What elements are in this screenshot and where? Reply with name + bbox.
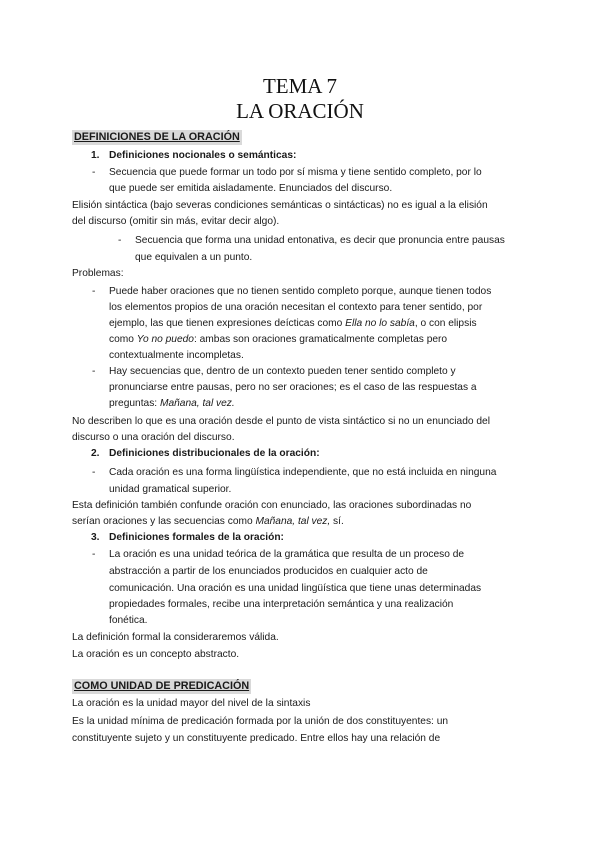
subheading-nocionales: Definiciones nocionales o semánticas: bbox=[109, 150, 297, 161]
italic-example: Mañana, tal vez. bbox=[159, 398, 235, 409]
bullet-dash: - bbox=[92, 549, 96, 560]
text-line: La definición formal la consideraremos válida. bbox=[72, 632, 279, 643]
list-number-3: 3. bbox=[91, 532, 100, 543]
text-line: abstracción a partir de los enunciados producidos en cualquier acto de bbox=[109, 566, 428, 577]
page-subtitle: LA ORACIÓN bbox=[236, 99, 364, 123]
text-line: comunicación. Una oración es una unidad lingüística que tiene unas determinadas bbox=[109, 583, 482, 594]
text-line: los elementos propios de una oración necesitan el contexto para tener sentido, por bbox=[109, 302, 483, 313]
subheading-formales: Definiciones formales de la oración: bbox=[109, 532, 284, 543]
text-line: Secuencia que puede formar un todo por sí misma y tiene sentido completo, por lo bbox=[109, 167, 482, 178]
text-line: constituyente sujeto y un constituyente predicado. Entre ellos hay una relación de bbox=[72, 733, 441, 744]
list-number-2: 2. bbox=[91, 448, 100, 459]
text-line: Puede haber oraciones que no tienen sentido completo porque, aunque tienen todos bbox=[109, 286, 492, 297]
text-run: como bbox=[109, 334, 137, 345]
text-run: : ambas son oraciones gramaticalmente completas pero bbox=[193, 334, 448, 345]
section-heading-predicacion: COMO UNIDAD DE PREDICACIÓN bbox=[74, 680, 250, 692]
text-line: unidad gramatical superior. bbox=[109, 484, 232, 495]
subheading-distribucionales: Definiciones distribucionales de la oración: bbox=[109, 448, 320, 459]
text-line bbox=[109, 332, 447, 348]
text-line: discurso o una oración del discurso. bbox=[72, 432, 235, 443]
text-run: ejemplo, las que tienen expresiones deícticas como bbox=[109, 318, 346, 329]
italic-example: Ella no lo sabía bbox=[345, 318, 415, 329]
page-title: TEMA 7 bbox=[262, 74, 338, 98]
text-line bbox=[109, 316, 477, 332]
text-line bbox=[109, 396, 235, 412]
text-line: La oración es la unidad mayor del nivel de la sintaxis bbox=[72, 698, 311, 709]
text-line: La oración es una unidad teórica de la gramática que resulta de un proceso de bbox=[109, 549, 465, 560]
section-heading-definiciones: DEFINICIONES DE LA ORACIÓN bbox=[74, 131, 240, 143]
text-line: Cada oración es una forma lingüística independiente, que no está incluida en ninguna bbox=[109, 467, 497, 478]
italic-example: Mañana, tal vez, bbox=[255, 516, 331, 527]
text-line: que equivalen a un punto. bbox=[135, 252, 253, 263]
text-line: No describen lo que es una oración desde el punto de vista sintáctico si no un enunciado del bbox=[72, 416, 490, 427]
bullet-dash: - bbox=[92, 467, 96, 478]
bullet-dash: - bbox=[118, 235, 122, 246]
text-run: preguntas: bbox=[109, 398, 160, 409]
text-run: sí. bbox=[330, 516, 344, 527]
list-number-1: 1. bbox=[91, 150, 100, 161]
text-run: serían oraciones y las secuencias como bbox=[72, 516, 256, 527]
text-line bbox=[72, 514, 344, 530]
text-line: Esta definición también confunde oración con enunciado, las oraciones subordinadas no bbox=[72, 500, 472, 511]
text-line: Secuencia que forma una unidad entonativa, es decir que pronuncia entre pausas bbox=[135, 235, 505, 246]
text-line: Problemas: bbox=[72, 268, 124, 279]
text-line: La oración es un concepto abstracto. bbox=[72, 649, 240, 660]
text-line: fonética. bbox=[109, 615, 148, 626]
text-line: Hay secuencias que, dentro de un contexto pueden tener sentido completo y bbox=[109, 366, 456, 377]
bullet-dash: - bbox=[92, 167, 96, 178]
text-line: contextualmente incompletas. bbox=[109, 350, 244, 361]
text-line: que puede ser emitida aisladamente. Enunciados del discurso. bbox=[109, 183, 393, 194]
text-line: propiedades formales, recibe una interpretación semántica y una realización bbox=[109, 599, 454, 610]
text-line: Elisión sintáctica (bajo severas condiciones semánticas o sintácticas) no es igual a la elisión bbox=[72, 200, 488, 211]
text-line: Es la unidad mínima de predicación formada por la unión de dos constituyentes: un bbox=[72, 716, 449, 727]
bullet-dash: - bbox=[92, 366, 96, 377]
text-run: , o con elipsis bbox=[414, 318, 477, 329]
italic-example: Yo no puedo bbox=[136, 334, 194, 345]
text-line: pronunciarse entre pausas, pero no ser oraciones; es el caso de las respuestas a bbox=[109, 382, 477, 393]
bullet-dash: - bbox=[92, 286, 96, 297]
text-line: del discurso (omitir sin más, evitar decir algo). bbox=[72, 216, 280, 227]
